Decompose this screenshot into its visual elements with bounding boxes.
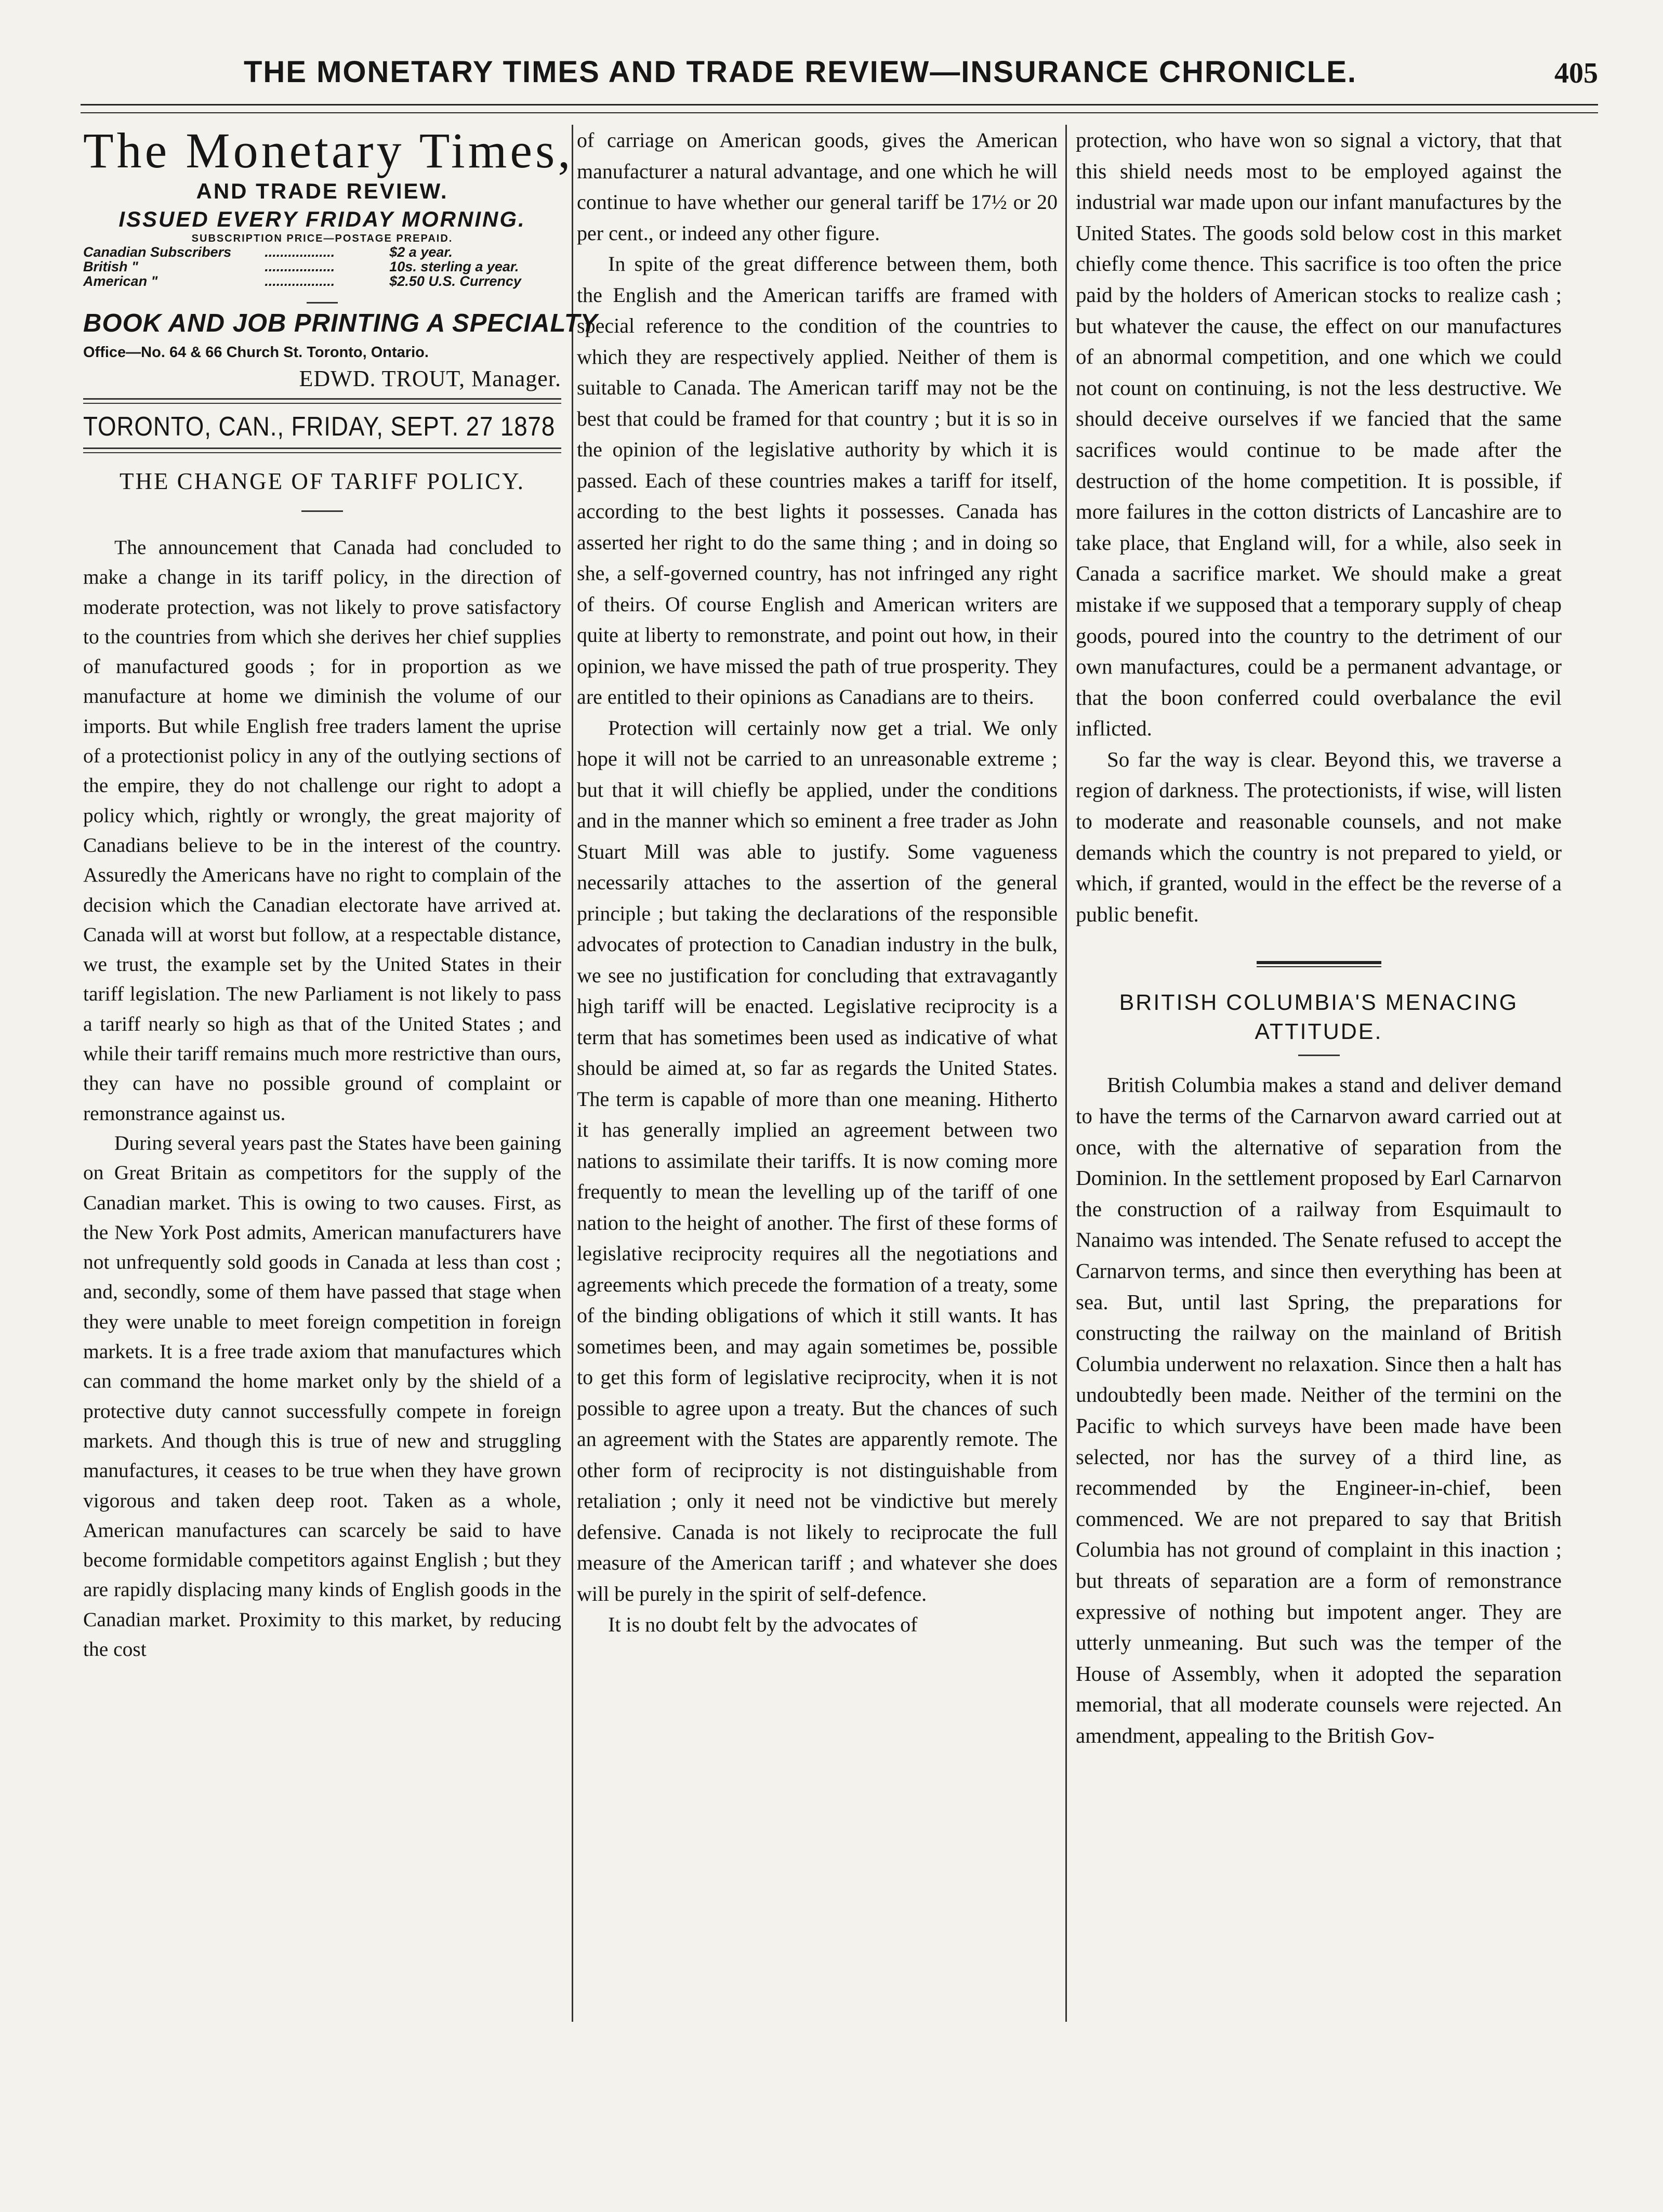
column-3	[1076, 125, 1562, 1752]
article-headline: BRITISH COLUMBIA'S MENACING ATTITUDE.	[1119, 990, 1519, 1045]
column-separator	[1065, 125, 1067, 2022]
header-rule-thin	[81, 112, 1598, 113]
date-double-rule	[83, 447, 561, 453]
article-paragraph: So far the way is clear. Beyond this, we traverse a region of darkness. The protectionists, if wise, will listen to moderate and reasonable counsels, and not make demands which the country is not prepared to yield, or which, if granted, would in the effect be the reverse of a public benefit.	[1076, 747, 1562, 926]
price-row	[83, 259, 551, 274]
masthead-double-rule	[83, 398, 561, 404]
article-separator-rule	[1257, 961, 1381, 967]
price-table	[83, 245, 551, 288]
price-value: $2.50 U.S. Currency	[389, 273, 521, 289]
article-headline: THE CHANGE OF TARIFF POLICY.	[119, 468, 525, 494]
header-rule	[81, 104, 1598, 106]
masthead-subtitle: AND TRADE REVIEW.	[196, 179, 448, 203]
article-paragraph: protection, who have won so signal a victory, that that this shield needs most to be employed against the industrial war made upon our infant manufactures by the United States. The goods sold below cost in this market chiefly come thence. This sacrifice is too often the price paid by the holders of American stocks to realize cash ; but whatever the cause, the effect on our manufactures of an abnormal competition, and one which we could not count on continuing, is not the less destructive. We should deceive ourselves if we fancied that the same sacrifices would continue to be made after the destruction of the home competition. It is possible, if more failures in the cotton districts of Lancashire are to take place, that England will, for a while, also seek in Canada a sacrifice market. We should make a great mistake if we supposed that a temporary supply of cheap goods, poured into the country to the detriment of our own manufactures, could be a permanent advantage, or that the boon conferred could overbalance the evil inflicted.	[1076, 128, 1562, 741]
article-paragraph: Protection will certainly now get a trial. We only hope it will not be carried to an unreasonable extreme ; but that it will chiefly be applied, under the conditions and in the manner which so eminent a free trader as John Stuart Mill was able to justify. Some vagueness necessarily attaches to the assertion of the general principle ; but taking the declarations of the responsible advocates of protection to Canadian industry in the bulk, we see no justification for concluding that extravagantly high tariff will be enacted. Legislative reciprocity is a term that has sometimes been used as indicative of what should be aimed at, so far as regards the United States. The term is capable of more than one meaning. Hitherto it has generally implied an agreement between two nations to assimilate their tariffs. It is now coming more frequently to mean the levelling up of the tariff of one nation to the height of another. The first of these forms of legislative reciprocity requires all the negotiations and agreements which precede the formation of a treaty, some of the binding obligations of which it still wants. It has sometimes been, and may again sometimes be, possible to get this form of legislative reciprocity, when it is not possible to agree upon a treaty. But the chances of such an agreement with the States are apparently remote. The other form of reciprocity is not distinguishable from retaliation ; only it need not be vindictive but merely defensive. Canada is not likely to reciprocate the full measure of the American tariff ; and whatever she does will be purely in the spirit of self-defence.	[577, 716, 1058, 1605]
date-line: TORONTO, CAN., FRIDAY, SEPT. 27 1878	[83, 412, 556, 442]
masthead-title: The Monetary Times,	[83, 123, 574, 178]
running-head	[81, 55, 1598, 96]
office-line: Office—No. 64 & 66 Church St. Toronto, Ontario.	[83, 344, 429, 361]
price-row	[83, 274, 551, 288]
column-1	[83, 123, 598, 1664]
article-paragraph: of carriage on American goods, gives the American manufacturer a natural advantage, and one which he will continue to have whether our general tariff be 17½ or 20 per cent., or indeed any other figure.	[577, 128, 1058, 245]
column-2	[577, 125, 1058, 1640]
running-title: THE MONETARY TIMES AND TRADE REVIEW—INSURANCE CHRONICLE.	[243, 55, 1357, 89]
price-label: American "	[83, 273, 158, 289]
price-label: British "	[83, 259, 138, 274]
issued-line: ISSUED EVERY FRIDAY MORNING.	[118, 207, 526, 231]
price-row	[83, 245, 551, 259]
column-separator	[572, 125, 573, 2022]
book-job-line: BOOK AND JOB PRINTING A SPECIALTY	[83, 309, 598, 337]
price-value: 10s. sterling a year.	[389, 259, 519, 274]
article-paragraph: During several years past the States have been gaining on Great Britain as competitors for the supply of the Canadian market. This is owing to two causes. First, as the New York Post admits, American manufacturers have not unfrequently sold goods in Canada at less than cost ; and, secondly, some of them have passed that stage when they were unable to meet foreign competition in foreign markets. It is a free trade axiom that manufactures which can command the home market only by the shield of a protective duty cannot successfully compete in foreign markets. And though this is true of new and struggling manufactures, it ceases to be true when they have grown vigorous and taken deep root. Taken as a whole, American manufactures can scarcely be said to have become formidable competitors against English ; but they are rapidly displacing many kinds of English goods in the Canadian market. Proximity to this market, by reducing the cost	[83, 1131, 561, 1661]
subscription-label: SUBSCRIPTION PRICE—POSTAGE PREPAID.	[191, 233, 453, 244]
price-label: Canadian Subscribers	[83, 244, 232, 260]
price-dots: ..................	[265, 245, 335, 259]
article-paragraph: In spite of the great difference between them, both the English and the American tariffs are framed with special reference to the condition of the countries to which they are respectively applied. Neither of them is suitable to Canada. The American tariff may not be the best that could be framed for that country ; but it is so in the opinion of the legislative authority by which it is passed. Each of these countries makes a tariff for itself, according to the best lights it possesses. Canada has asserted her right to do the same thing ; and in doing so she, a self-governed country, has not infringed any right of theirs. Of course English and American writers are quite at liberty to remonstrate, and point out how, in their opinion, we have missed the path of true prosperity. They are entitled to their opinions as Canadians are to theirs.	[577, 252, 1058, 708]
price-value: $2 a year.	[389, 244, 453, 260]
price-dots: ..................	[265, 274, 335, 288]
headline-rule	[1298, 1055, 1340, 1056]
manager-line: EDWD. TROUT, Manager.	[299, 366, 561, 391]
article-paragraph: British Columbia makes a stand and deliver demand to have the terms of the Carnarvon award carried out at once, with the alternative of separation from the Dominion. In the settlement proposed by Earl Carnarvon the construction of a railway from Esquimault to Nanaimo was intended. The Senate refused to accept the Carnarvon terms, and since then everything has been at sea. But, until last Spring, the preparations for constructing the railway on the mainland of British Columbia underwent no relaxation. Since then a halt has undoubtedly been made. Neither of the termini on the Pacific to which surveys have been made have been selected, nor has the survey of a third line, as recommended by the Engineer-in-chief, been commenced. We are not prepared to say that British Columbia has not ground of complaint in this inaction ; but threats of separation are a form of remonstrance expressive of nothing but impotent anger. They are utterly unmeaning. But such was the temper of the House of Assembly, when it adopted the separation memorial, that all moderate counsels were rejected. An amendment, appealing to the British Gov-	[1076, 1073, 1562, 1747]
masthead-rule	[307, 302, 338, 304]
page-number: 405	[1554, 57, 1598, 89]
price-dots: ..................	[265, 259, 335, 274]
headline-rule	[301, 510, 343, 512]
article-paragraph: It is no doubt felt by the advocates of	[608, 1613, 918, 1636]
article-paragraph: The announcement that Canada had concluded to make a change in its tariff policy, in the direction of moderate protection, was not likely to prove satisfactory to the countries from which she derives her chief supplies of manufactured goods ; for in proportion as we manufacture at home we diminish the volume of our imports. But while English free traders lament the uprise of a protectionist policy in any of the outlying sections of the empire, they do not challenge our right to adopt a policy which, rightly or wrongly, the great majority of Canadians believe to be in the interest of the country. Assuredly the Americans have no right to complain of the decision which the Canadian electorate have arrived at. Canada will at worst but follow, at a respectable distance, we trust, the example set by the United States in their tariff legislation. The new Parliament is not likely to pass a tariff nearly so high as that of the United States ; and while their tariff remains much more restrictive than ours, they can have no possible ground of complaint or remonstrance against us.	[83, 536, 561, 1125]
